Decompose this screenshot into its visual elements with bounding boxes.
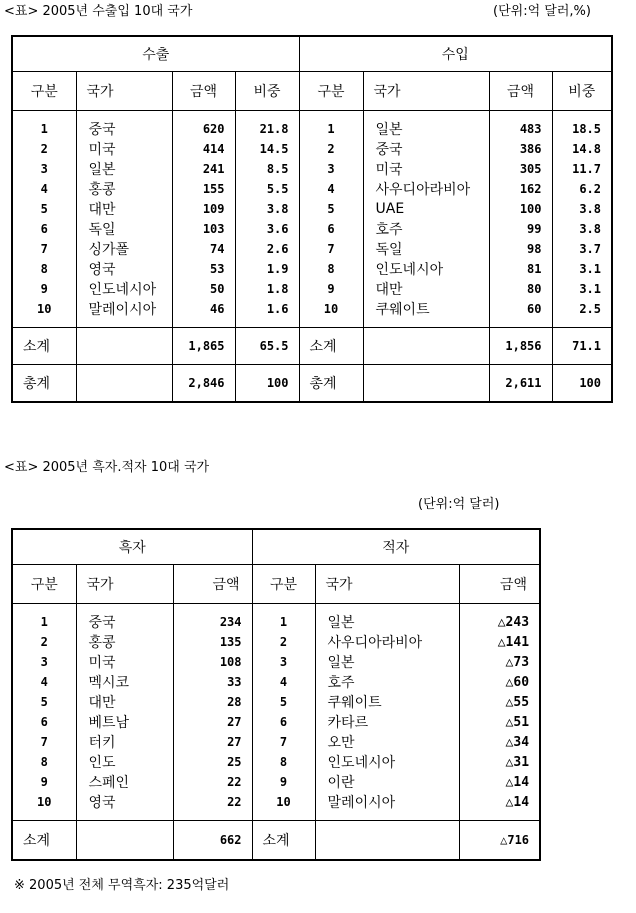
export-import-table bbox=[11, 35, 613, 403]
export-rank: 2 bbox=[40, 142, 48, 156]
table2-title: <표> 2005년 흑자.적자 10대 국가 bbox=[4, 460, 210, 475]
col-header: 금액 bbox=[489, 72, 552, 111]
surplus-rank: 8 bbox=[40, 755, 48, 769]
table-row bbox=[12, 612, 540, 632]
table-row bbox=[12, 219, 612, 239]
surplus-country: 베트남 bbox=[76, 712, 173, 732]
import-country: UAE bbox=[363, 199, 489, 219]
export-share: 1.8 bbox=[235, 279, 299, 299]
deficit-amount: △14 bbox=[459, 792, 540, 812]
deficit-rank: 2 bbox=[252, 632, 315, 652]
export-share: 1.6 bbox=[235, 299, 299, 319]
export-rank: 6 bbox=[40, 222, 48, 236]
deficit-rank: 4 bbox=[252, 672, 315, 692]
deficit-amount: △55 bbox=[459, 692, 540, 712]
export-amount: 103 bbox=[172, 219, 235, 239]
surplus-rank: 10 bbox=[37, 795, 52, 809]
table-row bbox=[12, 199, 612, 219]
export-total-share: 100 bbox=[235, 365, 299, 403]
import-country: 대만 bbox=[363, 279, 489, 299]
import-amount: 98 bbox=[489, 239, 552, 259]
surplus-country: 홍콩 bbox=[76, 632, 173, 652]
import-amount: 100 bbox=[489, 199, 552, 219]
surplus-amount: 22 bbox=[173, 772, 252, 792]
export-rank: 3 bbox=[40, 162, 48, 176]
table1-total-row bbox=[12, 365, 612, 403]
deficit-country: 사우디아라비아 bbox=[315, 632, 459, 652]
deficit-amount: △14 bbox=[459, 772, 540, 792]
surplus-country: 대만 bbox=[76, 692, 173, 712]
deficit-header: 적자 bbox=[252, 529, 540, 565]
table-row bbox=[12, 159, 612, 179]
export-country: 홍콩 bbox=[76, 179, 172, 199]
deficit-subtotal-label: 소계 bbox=[252, 821, 315, 861]
col-header: 금액 bbox=[173, 565, 252, 604]
import-rank: 5 bbox=[299, 199, 363, 219]
export-rank: 9 bbox=[40, 282, 48, 296]
import-share: 2.5 bbox=[552, 299, 612, 319]
table-row bbox=[12, 279, 612, 299]
table-row bbox=[12, 139, 612, 159]
col-header: 금액 bbox=[459, 565, 540, 604]
deficit-country: 이란 bbox=[315, 772, 459, 792]
import-total-label: 총계 bbox=[299, 365, 363, 403]
table-row bbox=[12, 652, 540, 672]
deficit-country: 카타르 bbox=[315, 712, 459, 732]
deficit-amount: △141 bbox=[459, 632, 540, 652]
export-subtotal-share: 65.5 bbox=[235, 328, 299, 365]
import-country: 호주 bbox=[363, 219, 489, 239]
surplus-amount: 25 bbox=[173, 752, 252, 772]
export-rank: 10 bbox=[37, 302, 52, 316]
import-rank: 2 bbox=[299, 139, 363, 159]
export-share: 14.5 bbox=[235, 139, 299, 159]
table2-unit: (단위:억 달러) bbox=[418, 497, 500, 512]
table-row bbox=[12, 752, 540, 772]
import-amount: 386 bbox=[489, 139, 552, 159]
import-subtotal-share: 71.1 bbox=[552, 328, 612, 365]
export-country: 영국 bbox=[76, 259, 172, 279]
col-header: 구분 bbox=[252, 565, 315, 604]
deficit-rank: 7 bbox=[252, 732, 315, 752]
export-amount: 414 bbox=[172, 139, 235, 159]
import-rank: 8 bbox=[299, 259, 363, 279]
table-row bbox=[12, 772, 540, 792]
export-rank: 8 bbox=[40, 262, 48, 276]
import-total-share: 100 bbox=[552, 365, 612, 403]
surplus-rank: 1 bbox=[40, 615, 48, 629]
import-amount: 80 bbox=[489, 279, 552, 299]
table1-subtotal-row bbox=[12, 328, 612, 365]
table-row bbox=[12, 672, 540, 692]
deficit-country: 인도네시아 bbox=[315, 752, 459, 772]
table-row bbox=[12, 179, 612, 199]
export-header: 수출 bbox=[12, 36, 299, 72]
export-amount: 241 bbox=[172, 159, 235, 179]
surplus-country: 영국 bbox=[76, 792, 173, 812]
surplus-rank: 5 bbox=[40, 695, 48, 709]
export-country: 독일 bbox=[76, 219, 172, 239]
table-row bbox=[12, 692, 540, 712]
export-share: 5.5 bbox=[235, 179, 299, 199]
surplus-header: 흑자 bbox=[12, 529, 252, 565]
deficit-amount: △34 bbox=[459, 732, 540, 752]
export-amount: 50 bbox=[172, 279, 235, 299]
surplus-country: 중국 bbox=[76, 612, 173, 632]
import-share: 14.8 bbox=[552, 139, 612, 159]
export-share: 3.8 bbox=[235, 199, 299, 219]
import-rank: 1 bbox=[299, 119, 363, 139]
export-country: 인도네시아 bbox=[76, 279, 172, 299]
col-header: 비중 bbox=[552, 72, 612, 111]
import-share: 3.8 bbox=[552, 219, 612, 239]
import-amount: 60 bbox=[489, 299, 552, 319]
export-country: 일본 bbox=[76, 159, 172, 179]
export-rank: 7 bbox=[40, 242, 48, 256]
surplus-country: 멕시코 bbox=[76, 672, 173, 692]
export-subtotal-amount: 1,865 bbox=[172, 328, 235, 365]
table1-unit: (단위:억 달러,%) bbox=[493, 4, 591, 19]
surplus-rank: 9 bbox=[40, 775, 48, 789]
export-share: 21.8 bbox=[235, 119, 299, 139]
col-header: 국가 bbox=[315, 565, 459, 604]
deficit-rank: 6 bbox=[252, 712, 315, 732]
deficit-rank: 3 bbox=[252, 652, 315, 672]
import-amount: 305 bbox=[489, 159, 552, 179]
table-row bbox=[12, 299, 612, 319]
surplus-amount: 33 bbox=[173, 672, 252, 692]
subtotal-label: 소계 bbox=[23, 833, 51, 849]
deficit-rank: 5 bbox=[252, 692, 315, 712]
import-rank: 6 bbox=[299, 219, 363, 239]
import-rank: 4 bbox=[299, 179, 363, 199]
subtotal-label: 소계 bbox=[12, 328, 76, 365]
surplus-amount: 22 bbox=[173, 792, 252, 812]
import-share: 11.7 bbox=[552, 159, 612, 179]
deficit-country: 일본 bbox=[315, 612, 459, 632]
import-country: 일본 bbox=[363, 119, 489, 139]
deficit-rank: 8 bbox=[252, 752, 315, 772]
surplus-subtotal-amount: 662 bbox=[173, 821, 252, 861]
col-header: 비중 bbox=[235, 72, 299, 111]
surplus-rank: 3 bbox=[40, 655, 48, 669]
import-share: 3.1 bbox=[552, 259, 612, 279]
export-country: 미국 bbox=[76, 139, 172, 159]
col-header: 국가 bbox=[76, 72, 172, 111]
import-rank: 7 bbox=[299, 239, 363, 259]
deficit-amount: △73 bbox=[459, 652, 540, 672]
export-amount: 53 bbox=[172, 259, 235, 279]
deficit-country: 일본 bbox=[315, 652, 459, 672]
export-amount: 46 bbox=[172, 299, 235, 319]
export-country: 말레이시아 bbox=[76, 299, 172, 319]
surplus-rank: 4 bbox=[40, 675, 48, 689]
import-amount: 162 bbox=[489, 179, 552, 199]
export-amount: 74 bbox=[172, 239, 235, 259]
export-amount: 620 bbox=[172, 119, 235, 139]
import-total-amount: 2,611 bbox=[489, 365, 552, 403]
table2-subtotal-row bbox=[12, 821, 540, 861]
import-amount: 483 bbox=[489, 119, 552, 139]
export-share: 1.9 bbox=[235, 259, 299, 279]
surplus-amount: 135 bbox=[173, 632, 252, 652]
import-country: 중국 bbox=[363, 139, 489, 159]
export-rank: 4 bbox=[40, 182, 48, 196]
surplus-amount: 27 bbox=[173, 712, 252, 732]
surplus-amount: 234 bbox=[173, 612, 252, 632]
import-country: 인도네시아 bbox=[363, 259, 489, 279]
export-total-amount: 2,846 bbox=[172, 365, 235, 403]
col-header: 국가 bbox=[363, 72, 489, 111]
export-country: 싱가폴 bbox=[76, 239, 172, 259]
import-header: 수입 bbox=[299, 36, 612, 72]
deficit-country: 쿠웨이트 bbox=[315, 692, 459, 712]
deficit-rank: 10 bbox=[252, 792, 315, 812]
deficit-rank: 9 bbox=[252, 772, 315, 792]
export-rank: 1 bbox=[40, 122, 48, 136]
export-share: 3.6 bbox=[235, 219, 299, 239]
table-row bbox=[12, 792, 540, 812]
deficit-amount: △243 bbox=[459, 612, 540, 632]
export-amount: 155 bbox=[172, 179, 235, 199]
import-share: 3.7 bbox=[552, 239, 612, 259]
table-row bbox=[12, 259, 612, 279]
surplus-country: 스페인 bbox=[76, 772, 173, 792]
table1-col-headers bbox=[12, 72, 612, 111]
import-subtotal-amount: 1,856 bbox=[489, 328, 552, 365]
table2-col-headers bbox=[12, 565, 540, 604]
table-row bbox=[12, 732, 540, 752]
export-country: 중국 bbox=[76, 119, 172, 139]
import-country: 사우디아라비아 bbox=[363, 179, 489, 199]
deficit-country: 호주 bbox=[315, 672, 459, 692]
col-header: 금액 bbox=[172, 72, 235, 111]
export-country: 대만 bbox=[76, 199, 172, 219]
deficit-amount: △51 bbox=[459, 712, 540, 732]
surplus-country: 터키 bbox=[76, 732, 173, 752]
col-header: 국가 bbox=[76, 565, 173, 604]
export-share: 8.5 bbox=[235, 159, 299, 179]
surplus-amount: 27 bbox=[173, 732, 252, 752]
col-header: 구분 bbox=[12, 72, 76, 111]
table-row bbox=[12, 712, 540, 732]
import-rank: 10 bbox=[299, 299, 363, 319]
footnote: ※ 2005년 전체 무역흑자: 235억달러 bbox=[14, 878, 230, 893]
surplus-amount: 28 bbox=[173, 692, 252, 712]
table1-title: <표> 2005년 수출입 10대 국가 bbox=[4, 4, 193, 19]
surplus-rank: 2 bbox=[40, 635, 48, 649]
surplus-deficit-table bbox=[11, 528, 541, 861]
surplus-country: 미국 bbox=[76, 652, 173, 672]
deficit-rank: 1 bbox=[252, 612, 315, 632]
table-row bbox=[12, 119, 612, 139]
table-row bbox=[12, 239, 612, 259]
col-header: 구분 bbox=[299, 72, 363, 111]
surplus-rank: 6 bbox=[40, 715, 48, 729]
surplus-amount: 108 bbox=[173, 652, 252, 672]
deficit-country: 오만 bbox=[315, 732, 459, 752]
import-amount: 81 bbox=[489, 259, 552, 279]
export-rank: 5 bbox=[40, 202, 48, 216]
import-share: 3.8 bbox=[552, 199, 612, 219]
import-share: 3.1 bbox=[552, 279, 612, 299]
import-country: 독일 bbox=[363, 239, 489, 259]
import-rank: 9 bbox=[299, 279, 363, 299]
deficit-subtotal-amount: △716 bbox=[459, 821, 540, 861]
import-share: 18.5 bbox=[552, 119, 612, 139]
deficit-country: 말레이시아 bbox=[315, 792, 459, 812]
deficit-amount: △31 bbox=[459, 752, 540, 772]
export-amount: 109 bbox=[172, 199, 235, 219]
surplus-rank: 7 bbox=[40, 735, 48, 749]
import-amount: 99 bbox=[489, 219, 552, 239]
import-country: 미국 bbox=[363, 159, 489, 179]
surplus-country: 인도 bbox=[76, 752, 173, 772]
import-country: 쿠웨이트 bbox=[363, 299, 489, 319]
col-header: 구분 bbox=[12, 565, 76, 604]
deficit-amount: △60 bbox=[459, 672, 540, 692]
table-row bbox=[12, 632, 540, 652]
import-share: 6.2 bbox=[552, 179, 612, 199]
import-rank: 3 bbox=[299, 159, 363, 179]
total-label: 총계 bbox=[23, 376, 51, 392]
import-subtotal-label: 소계 bbox=[299, 328, 363, 365]
export-share: 2.6 bbox=[235, 239, 299, 259]
